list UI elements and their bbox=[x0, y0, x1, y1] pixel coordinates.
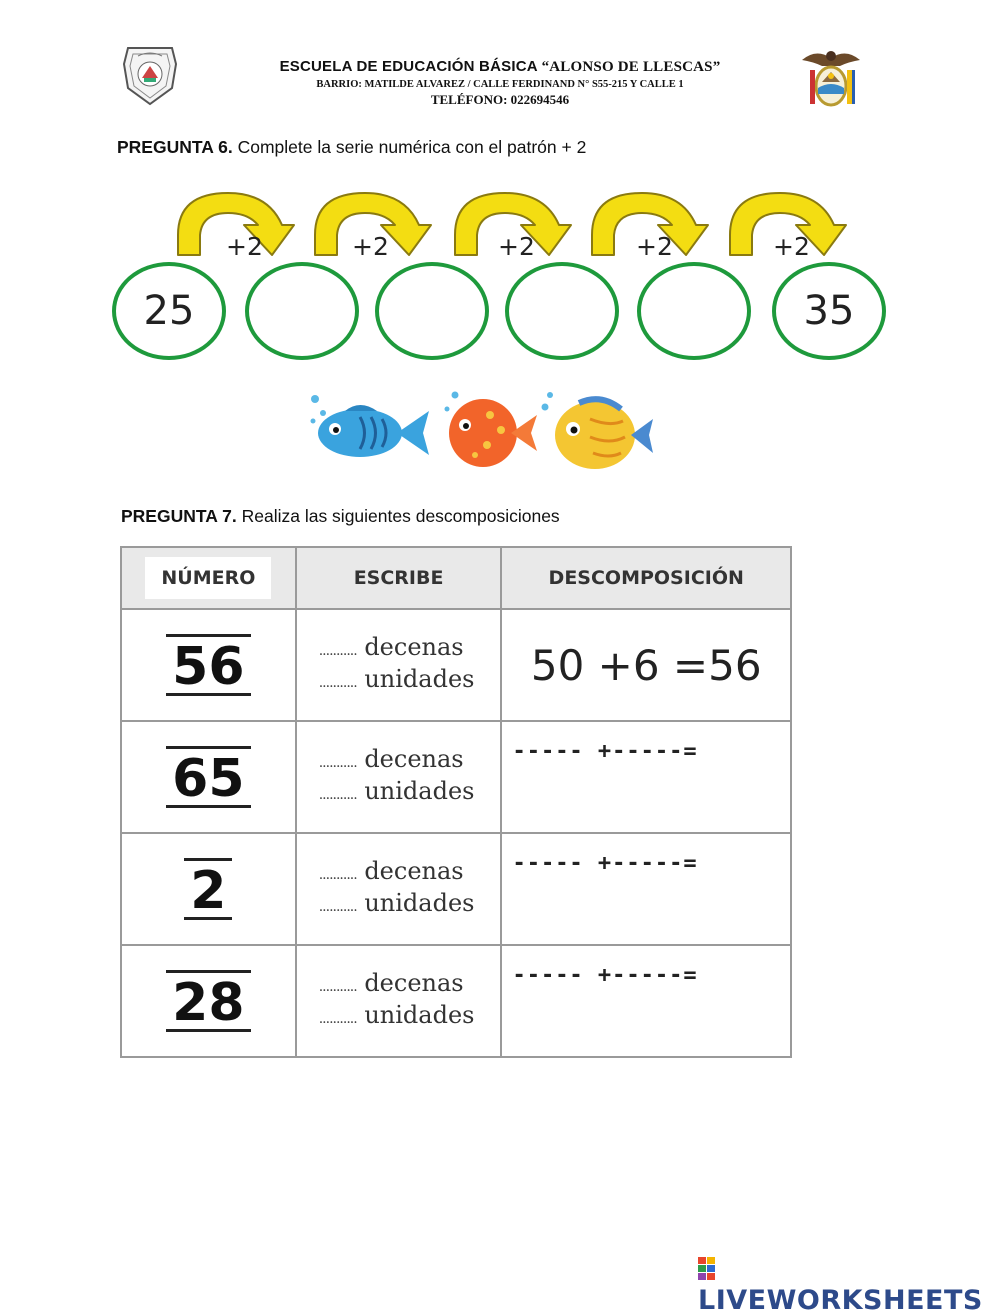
series-answer-input[interactable] bbox=[390, 285, 474, 337]
table-row bbox=[121, 609, 791, 721]
decomposition-cell[interactable] bbox=[501, 833, 791, 945]
decenas-label: decenas bbox=[364, 633, 464, 661]
series-answer-input[interactable] bbox=[652, 285, 736, 337]
number-cell bbox=[121, 833, 296, 945]
blank-dots[interactable]: ........... bbox=[318, 899, 357, 915]
series-blank-circle[interactable] bbox=[375, 262, 489, 360]
blank-dots[interactable]: ........... bbox=[318, 643, 357, 659]
blue-fish-icon bbox=[318, 405, 429, 457]
header-descomposicion: DESCOMPOSICIÓN bbox=[501, 547, 791, 609]
decenas-line[interactable] bbox=[297, 857, 501, 889]
table-row bbox=[121, 945, 791, 1057]
question-6-text: Complete la serie numérica con el patrón + 2 bbox=[237, 137, 587, 157]
blank-dots[interactable]: ........... bbox=[318, 675, 357, 691]
orange-fish-icon bbox=[449, 399, 537, 467]
table-row bbox=[121, 833, 791, 945]
liveworksheets-logo-icon bbox=[698, 1257, 716, 1281]
school-name bbox=[0, 58, 1000, 76]
decenas-label: decenas bbox=[364, 745, 464, 773]
school-name-quoted: “ALONSO DE LLESCAS” bbox=[541, 59, 721, 75]
yellow-fish-icon bbox=[555, 399, 653, 469]
row-number: 2 bbox=[184, 858, 232, 920]
blank-dots[interactable]: ........... bbox=[318, 867, 357, 883]
decenas-label: decenas bbox=[364, 857, 464, 885]
escribe-cell[interactable] bbox=[296, 609, 502, 721]
decenas-line[interactable] bbox=[297, 633, 501, 665]
step-label: +2 bbox=[773, 232, 810, 261]
decomposition-cell bbox=[501, 609, 791, 721]
question-7-label: PREGUNTA 7. bbox=[121, 506, 237, 526]
series-blank-circle[interactable] bbox=[637, 262, 751, 360]
blank-dots[interactable]: ........... bbox=[318, 755, 357, 771]
row-number: 56 bbox=[166, 634, 250, 696]
series-end-circle bbox=[772, 262, 886, 360]
step-label: +2 bbox=[636, 232, 673, 261]
header-escribe: ESCRIBE bbox=[296, 547, 502, 609]
header-numero bbox=[121, 547, 296, 609]
unidades-label: unidades bbox=[364, 777, 475, 805]
unidades-label: unidades bbox=[364, 889, 475, 917]
escribe-cell[interactable] bbox=[296, 721, 502, 833]
step-label: +2 bbox=[226, 232, 263, 261]
escribe-cell[interactable] bbox=[296, 945, 502, 1057]
decomposition-blank[interactable]: ----- +-----= bbox=[512, 739, 698, 764]
question-7-title bbox=[121, 506, 560, 527]
series-blank-circle[interactable] bbox=[245, 262, 359, 360]
blank-dots[interactable]: ........... bbox=[318, 787, 357, 803]
number-cell bbox=[121, 721, 296, 833]
decomposition-cell[interactable] bbox=[501, 945, 791, 1057]
school-phone: TELÉFONO: 022694546 bbox=[430, 92, 570, 107]
step-label: +2 bbox=[352, 232, 389, 261]
school-name-prefix: ESCUELA DE EDUCACIÓN BÁSICA bbox=[279, 58, 538, 75]
decenas-line[interactable] bbox=[297, 745, 501, 777]
decomposition-blank[interactable]: ----- +-----= bbox=[512, 963, 698, 988]
table-row bbox=[121, 721, 791, 833]
decomposition-blank[interactable]: ----- +-----= bbox=[512, 851, 698, 876]
question-6-label: PREGUNTA 6. bbox=[117, 137, 233, 157]
table-header-row bbox=[121, 547, 791, 609]
unidades-label: unidades bbox=[364, 1001, 475, 1029]
unidades-line[interactable] bbox=[297, 889, 501, 921]
row-number: 65 bbox=[166, 746, 250, 808]
question-7-text: Realiza las siguientes descomposiciones bbox=[241, 506, 560, 526]
series-answer-input[interactable] bbox=[520, 285, 604, 337]
blank-dots[interactable]: ........... bbox=[318, 1011, 357, 1027]
number-cell bbox=[121, 609, 296, 721]
liveworksheets-brand: LIVEWORKSHEETS bbox=[698, 1285, 983, 1316]
question-6-title bbox=[117, 137, 586, 158]
series-answer-input[interactable] bbox=[260, 285, 344, 337]
decenas-line[interactable] bbox=[297, 969, 501, 1001]
unidades-line[interactable] bbox=[297, 777, 501, 809]
decenas-label: decenas bbox=[364, 969, 464, 997]
row-number: 28 bbox=[166, 970, 250, 1032]
decomposition-table bbox=[120, 546, 792, 1058]
unidades-line[interactable] bbox=[297, 1001, 501, 1033]
decomposition-cell[interactable] bbox=[501, 721, 791, 833]
decomposition-example: 50 +6 =56 bbox=[530, 640, 762, 690]
series-blank-circle[interactable] bbox=[505, 262, 619, 360]
blank-dots[interactable]: ........... bbox=[318, 979, 357, 995]
unidades-line[interactable] bbox=[297, 665, 501, 697]
series-end-value: 35 bbox=[803, 288, 855, 334]
unidades-label: unidades bbox=[364, 665, 475, 693]
liveworksheets-logo[interactable] bbox=[698, 1254, 1000, 1316]
fish-illustration bbox=[305, 385, 655, 480]
series-start-value: 25 bbox=[143, 288, 195, 334]
school-address: BARRIO: MATILDE ALVAREZ / CALLE FERDINAND N° S55-215 Y CALLE 1 bbox=[316, 79, 684, 90]
escribe-cell[interactable] bbox=[296, 833, 502, 945]
header-numero-label: NÚMERO bbox=[145, 557, 271, 599]
number-cell bbox=[121, 945, 296, 1057]
step-label: +2 bbox=[498, 232, 535, 261]
series-start-circle bbox=[112, 262, 226, 360]
